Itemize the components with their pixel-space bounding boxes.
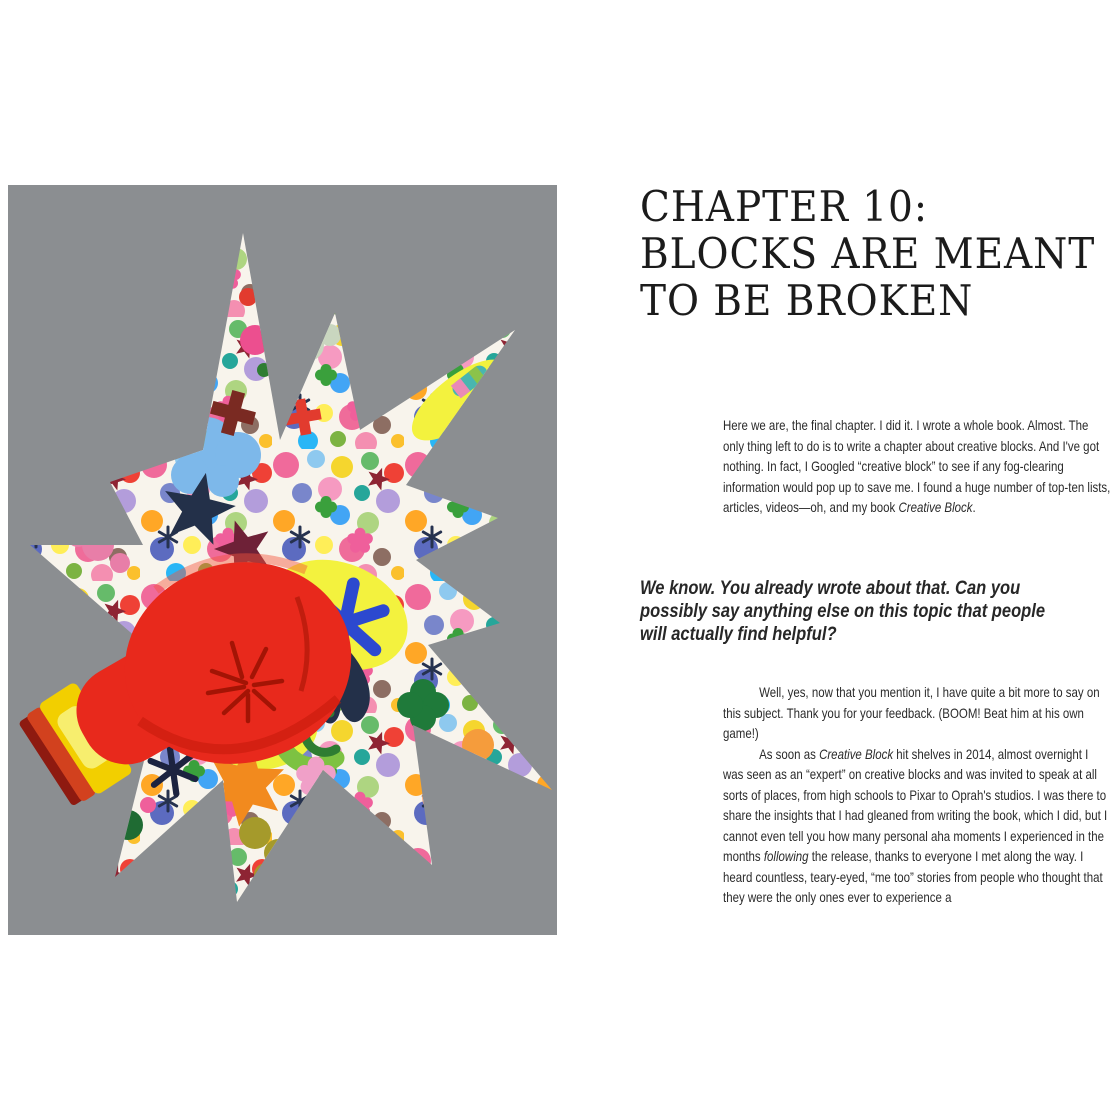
chapter-title [640, 183, 1120, 324]
intro-paragraph: Here we are, the final chapter. I did it. I wrote a whole book. Almost. The only thing left to do is to write a chapter about creative blocks. And I've got nothing. In fact, I Googled “creative block” to see if any fog-clearing information would pop up to save me. I found a huge number of top-ten lists, articles, videos—oh, and my book Creative Block. [723, 417, 1111, 515]
illustration-glove-starburst [8, 185, 557, 935]
chapter-title-line-2: BLOCKS ARE MEANT [640, 229, 1096, 278]
reply-paragraph-block [723, 682, 1120, 908]
intro-paragraph-block [723, 415, 1120, 518]
story-paragraph: As soon as Creative Block hit shelves in 2014, almost overnight I was seen as an “expert” on creative blocks and was invited to speak at all sorts of places, from high schools to Pixar to Oprah's studios. I was there to share the insights that I had gleaned from writing the book, which I did, but I cannot even tell you how many personal aha moments I experienced in the months following the release, thanks to everyone I met along the way. I heard countless, teary-eyed, “me too” stories from people who thought that they were the only ones ever to experience a [723, 745, 1108, 905]
chapter-title-line-1: CHAPTER 10: [640, 182, 928, 231]
narrator-question: We know. You already wrote about that. Can you possibly say anything else on this topic that people will actually find helpful? [640, 578, 1046, 645]
chapter-title-line-3: TO BE BROKEN [640, 276, 974, 325]
reply-paragraph: Well, yes, now that you mention it, I have quite a bit more to say on this subject. Thank you for your feedback. (BOOM! Beat him at his own game!) [723, 684, 1100, 741]
